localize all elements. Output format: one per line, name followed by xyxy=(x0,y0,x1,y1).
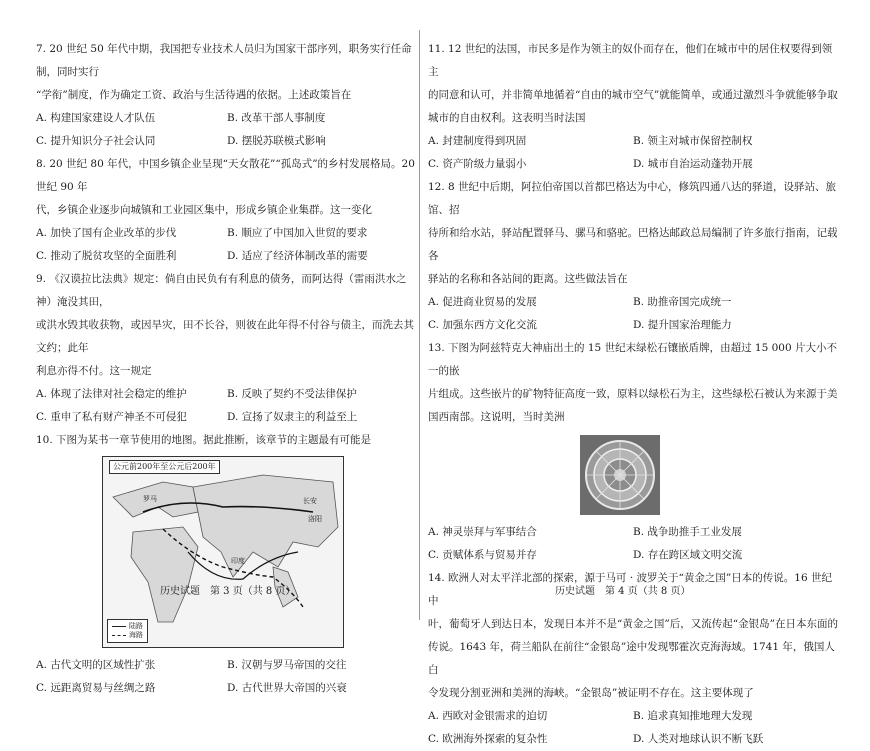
map-label-changan: 长安 xyxy=(303,497,317,505)
option-c: C. 远距离贸易与丝绸之路 xyxy=(36,682,156,694)
option-b: B. 追求真知推地理大发现 xyxy=(633,710,753,722)
option-c: C. 提升知识分子社会认同 xyxy=(36,135,156,147)
option-d: D. 提升国家治理能力 xyxy=(633,319,732,331)
question-stem-line: 11. 12 世纪的法国，市民多是作为领主的奴仆而存在，他们在城市中的居住权要得到领主 xyxy=(428,43,833,78)
legend-item-sea xyxy=(112,631,143,640)
options xyxy=(36,107,418,153)
option-d: D. 摆脱苏联模式影响 xyxy=(227,135,326,147)
question-10 xyxy=(36,429,418,700)
option-a: A. 体现了法律对社会稳定的维护 xyxy=(36,388,187,400)
option-a: A. 西欧对金银需求的迫切 xyxy=(428,710,548,722)
option-c: C. 贡赋体系与贸易并存 xyxy=(428,549,537,561)
option-a: A. 神灵崇拜与军事结合 xyxy=(428,526,537,538)
page-footer-left: 历史试题 第 3 页（共 8 页） xyxy=(160,586,296,597)
question-stem-line: 14. 欧洲人对太平洋北部的探索，源于马可 · 波罗关于“黄金之国”日本的传说。16 世纪中 xyxy=(428,572,832,607)
map-label-india: 印度 xyxy=(231,557,245,565)
options xyxy=(428,521,838,567)
question-stem-line: 7. 20 世纪 50 年代中期，我国把专业技术人员归为国家干部序列，职务实行任命制，同时实行 xyxy=(36,43,412,78)
question-stem-line: “学衔”制度，作为确定工资、政治与生活待遇的依据。上述政策旨在 xyxy=(36,89,352,101)
question-7 xyxy=(36,38,418,153)
question-11 xyxy=(428,38,838,176)
trade-route-map xyxy=(102,456,344,648)
options xyxy=(36,654,418,700)
option-a: A. 构建国家建设人才队伍 xyxy=(36,112,156,124)
options xyxy=(36,383,418,429)
africa-landmass xyxy=(131,527,198,622)
question-stem-line: 8. 20 世纪 80 年代，中国乡镇企业呈现“天女散花”“孤岛式”的乡村发展格局。20 世纪 90 年 xyxy=(36,158,415,193)
question-stem-line: 传说。1643 年，荷兰船队在前往“金银岛”途中发现鄂霍次克海海域。1741 年，俄国人白 xyxy=(428,641,835,676)
question-stem-line: 9. 《汉谟拉比法典》规定：倘自由民负有有利息的债务，而阿达得（雷雨洪水之神）淹没其田， xyxy=(36,273,407,308)
question-13 xyxy=(428,337,838,567)
option-c: C. 欧洲海外探索的复杂性 xyxy=(428,733,548,745)
option-b: B. 反映了契约不受法律保护 xyxy=(227,388,357,400)
question-stem-line: 12. 8 世纪中后期，阿拉伯帝国以首都巴格达为中心，修筑四通八达的驿道，设驿站、旅馆、招 xyxy=(428,181,837,216)
option-d: D. 古代世界大帝国的兴衰 xyxy=(227,682,347,694)
question-stem-line: 驿站的名称和各站间的距离。这些做法旨在 xyxy=(428,273,628,285)
option-a: A. 促进商业贸易的发展 xyxy=(428,296,537,308)
page-footer-right: 历史试题 第 4 页（共 8 页） xyxy=(555,586,691,597)
options xyxy=(428,291,838,337)
map-label-luoyang: 洛阳 xyxy=(308,515,322,523)
option-d: D. 宣扬了奴隶主的利益至上 xyxy=(227,411,358,423)
map-title: 公元前200年至公元后200年 xyxy=(109,460,220,474)
question-12 xyxy=(428,176,838,337)
option-a: A. 古代文明的区域性扩张 xyxy=(36,659,156,671)
question-8 xyxy=(36,153,418,268)
options xyxy=(36,222,418,268)
question-9 xyxy=(36,268,418,429)
option-a: A. 封建制度得到巩固 xyxy=(428,135,527,147)
option-b: B. 汉朝与罗马帝国的交往 xyxy=(227,659,347,671)
question-stem-line: 代，乡镇企业逐步向城镇和工业园区集中，形成乡镇企业集群。这一变化 xyxy=(36,204,372,216)
option-d: D. 存在跨区域文明交流 xyxy=(633,549,743,561)
option-c: C. 推动了脱贫攻坚的全面胜利 xyxy=(36,250,177,262)
question-stem-line: 的同意和认可，并非简单地循着“自由的城市空气”就能简单，或通过激烈斗争就能够争取 xyxy=(428,89,838,101)
asia-landmass xyxy=(193,475,338,577)
option-d: D. 适应了经济体制改革的需要 xyxy=(227,250,368,262)
option-b: B. 改革干部人事制度 xyxy=(227,112,326,124)
option-d: D. 城市自治运动蓬勃开展 xyxy=(633,158,753,170)
option-c: C. 加强东西方文化交流 xyxy=(428,319,537,331)
options xyxy=(428,705,838,751)
question-stem-line: 13. 下图为阿兹特克大神庙出土的 15 世纪末绿松石镶嵌盾牌，由超过 15 000 片大小不一的嵌 xyxy=(428,342,837,377)
turquoise-shield-photo xyxy=(580,435,660,515)
question-stem-line: 国西南部。这说明，当时美洲 xyxy=(428,411,565,423)
legend-swatch-land xyxy=(112,626,126,627)
legend-label-sea: 海路 xyxy=(129,631,143,639)
option-b: B. 战争助推手工业发展 xyxy=(633,526,742,538)
map-label-rome: 罗马 xyxy=(143,495,157,503)
option-a: A. 加快了国有企业改革的步伐 xyxy=(36,227,177,239)
options xyxy=(428,130,838,176)
question-stem-line: 利息亦得不付。这一规定 xyxy=(36,365,152,377)
option-d: D. 人类对地球认识不断飞跃 xyxy=(633,733,764,745)
legend-label-land: 陆路 xyxy=(129,622,143,630)
right-column xyxy=(428,38,838,751)
question-stem-line: 片组成。这些嵌片的矿物特征高度一致，原料以绿松石为主，这些绿松石被认为来源于美 xyxy=(428,388,838,400)
legend-swatch-sea xyxy=(112,635,126,636)
question-stem-line: 10. 下图为某书一章节使用的地图。据此推断，该章节的主题最有可能是 xyxy=(36,434,372,446)
shield-image xyxy=(584,439,656,511)
question-stem-line: 或洪水毁其收获物，或因旱灾，田不长谷，则彼在此年得不付谷与债主，而洗去其文约；此年 xyxy=(36,319,414,354)
question-stem-line: 待所和给水站，驿站配置驿马、骡马和骆驼。巴格达邮政总局编制了许多旅行指南，记载各 xyxy=(428,227,838,262)
option-b: B. 顺应了中国加入世贸的要求 xyxy=(227,227,368,239)
option-c: C. 重申了私有财产神圣不可侵犯 xyxy=(36,411,187,423)
option-c: C. 资产阶级力量弱小 xyxy=(428,158,527,170)
option-b: B. 助推帝国完成统一 xyxy=(633,296,732,308)
map-legend xyxy=(107,619,148,643)
question-stem-line: 城市的自由权利。这表明当时法国 xyxy=(428,112,586,124)
option-b: B. 领主对城市保留控制权 xyxy=(633,135,753,147)
question-stem-line: 令发现分割亚洲和美洲的海峡。“金银岛”被证明不存在。这主要体现了 xyxy=(428,687,754,699)
column-divider xyxy=(419,30,420,620)
question-stem-line: 叶，葡萄牙人到达日本，发现日本并不是“黄金之国”后，又流传起“金银岛”在日本东面的 xyxy=(428,618,838,630)
